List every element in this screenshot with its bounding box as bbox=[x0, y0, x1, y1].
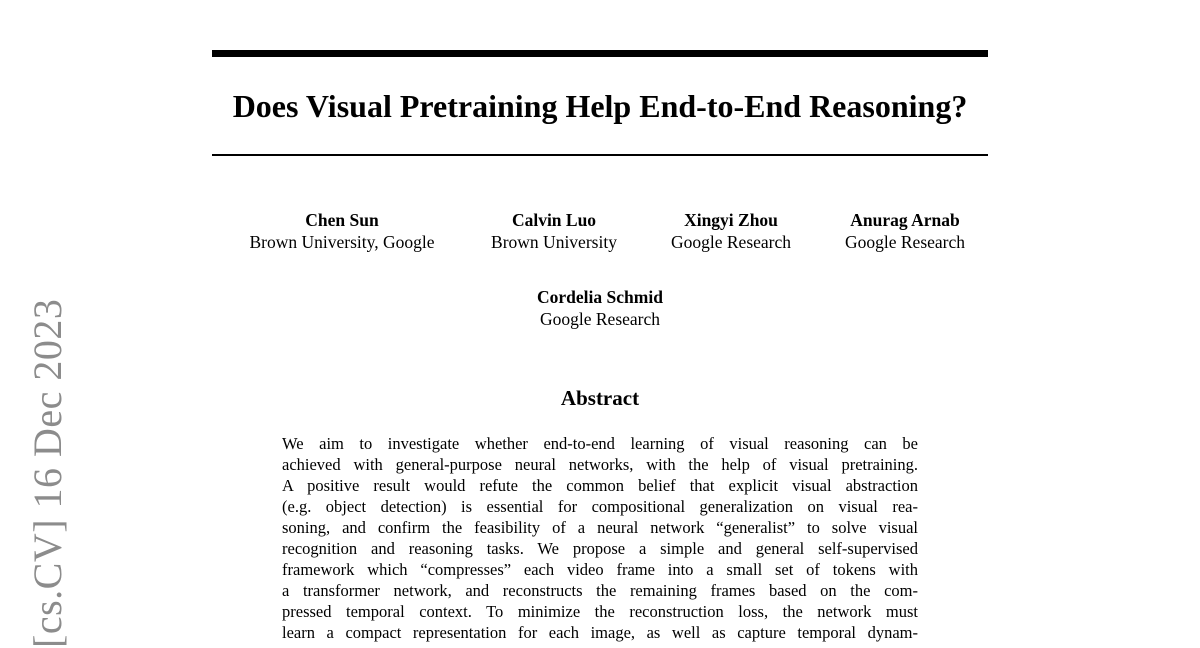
title-top-rule bbox=[212, 50, 988, 57]
author-block bbox=[656, 209, 806, 253]
author-block bbox=[520, 286, 680, 330]
author-affiliation: Google Research bbox=[844, 232, 966, 252]
arxiv-identifier-stamp: [cs.CV] 16 Dec 2023 bbox=[25, 298, 70, 648]
abstract-heading: Abstract bbox=[560, 386, 640, 410]
author-affiliation: Google Research bbox=[539, 309, 661, 329]
abstract-line: a transformer network, and reconstructs the remaining frames based on the com- bbox=[282, 581, 918, 600]
abstract-line: soning, and confirm the feasibility of a neural network “generalist” to solve visual bbox=[282, 518, 918, 537]
author-block bbox=[232, 209, 452, 253]
abstract-line: pressed temporal context. To minimize the reconstruction loss, the network must bbox=[282, 602, 918, 621]
abstract-line: framework which “compresses” each video frame into a small set of tokens with bbox=[282, 560, 918, 579]
abstract-body bbox=[282, 433, 918, 643]
author-block bbox=[478, 209, 630, 253]
abstract-line: learn a compact representation for each image, as well as capture temporal dynam- bbox=[282, 623, 918, 642]
abstract-line: recognition and reasoning tasks. We propose a simple and general self-supervised bbox=[282, 539, 918, 558]
title-bottom-rule bbox=[212, 154, 988, 156]
author-name: Calvin Luo bbox=[511, 210, 597, 230]
paper-title: Does Visual Pretraining Help End-to-End Reasoning? bbox=[232, 88, 968, 124]
author-affiliation: Brown University, Google bbox=[249, 232, 435, 252]
author-name: Cordelia Schmid bbox=[537, 287, 663, 307]
abstract-line: A positive result would refute the common belief that explicit visual abstraction bbox=[282, 476, 918, 495]
abstract-line: (e.g. object detection) is essential for compositional generalization on visual rea- bbox=[282, 497, 918, 516]
author-name: Chen Sun bbox=[305, 210, 379, 230]
author-affiliation: Google Research bbox=[670, 232, 792, 252]
abstract-line: We aim to investigate whether end-to-end learning of visual reasoning can be bbox=[282, 434, 918, 453]
author-affiliation: Brown University bbox=[491, 232, 617, 252]
author-name: Anurag Arnab bbox=[850, 210, 960, 230]
author-block bbox=[830, 209, 980, 253]
abstract-line: achieved with general-purpose neural networks, with the help of visual pretraining. bbox=[282, 455, 918, 474]
author-name: Xingyi Zhou bbox=[684, 210, 778, 230]
